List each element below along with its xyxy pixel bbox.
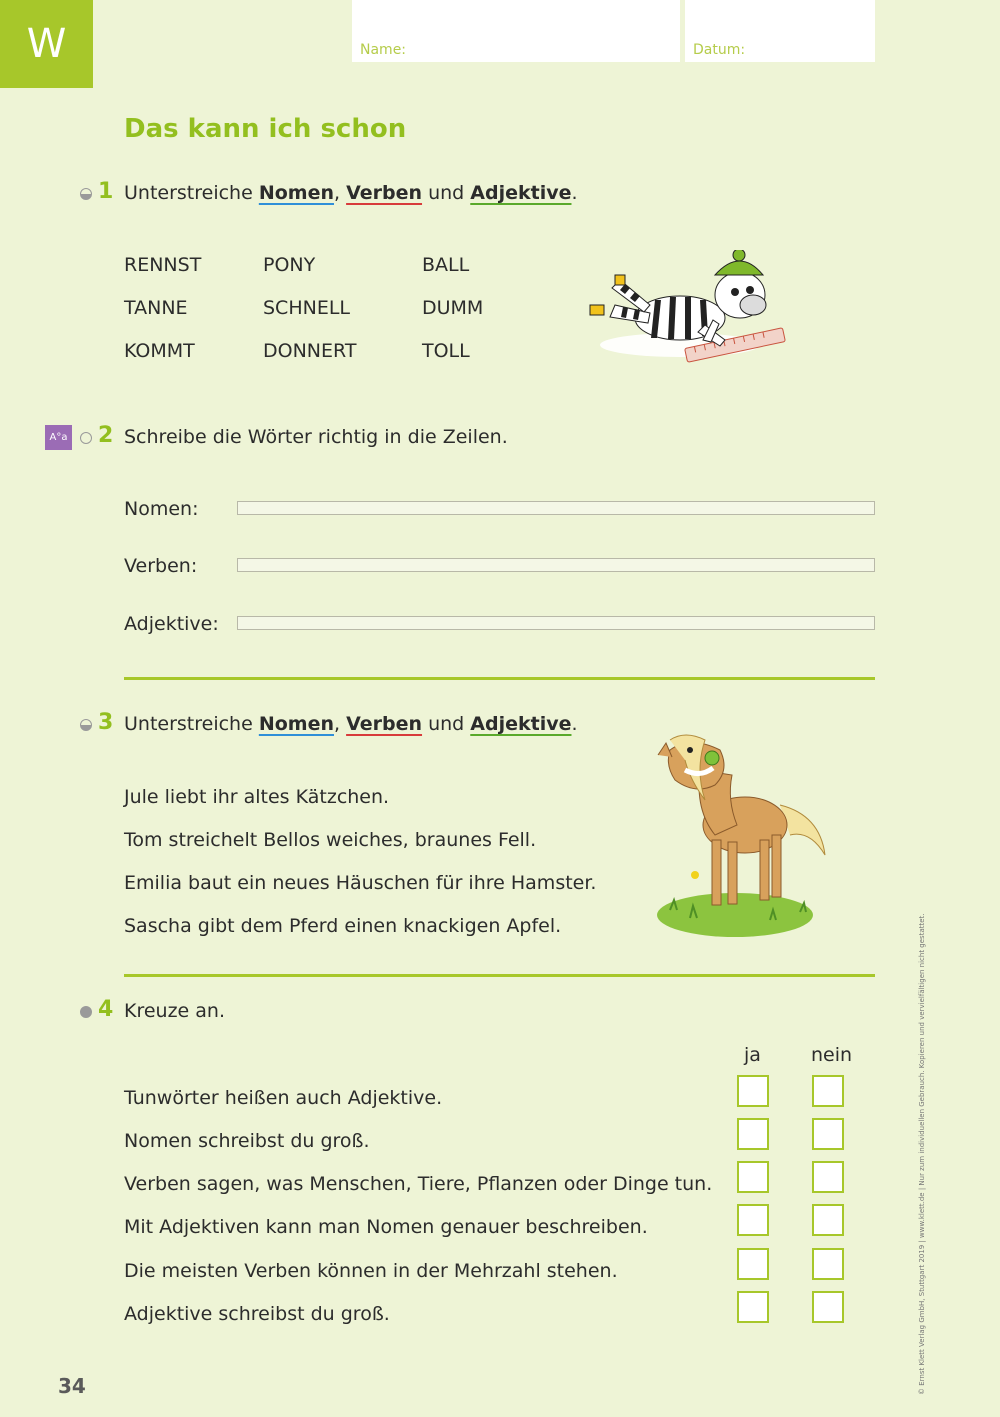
checkbox-ja[interactable] <box>737 1291 769 1323</box>
nomen-label: Nomen: <box>124 498 199 520</box>
word-item[interactable]: RENNST <box>124 254 202 276</box>
statement-item: Adjektive schreibst du groß. <box>124 1303 390 1325</box>
checkbox-ja[interactable] <box>737 1204 769 1236</box>
word-item[interactable]: SCHNELL <box>263 297 351 319</box>
date-label: Datum: <box>693 42 746 58</box>
sentence-item[interactable]: Emilia baut ein neues Häuschen für ihre Hamster. <box>124 872 597 894</box>
word-item[interactable]: TANNE <box>124 297 188 319</box>
checkbox-nein[interactable] <box>812 1248 844 1280</box>
checkbox-nein[interactable] <box>812 1161 844 1193</box>
date-field[interactable] <box>685 0 875 62</box>
copyright-notice: © Ernst Klett Verlag GmbH, Stuttgart 2019 | www.klett.de | Nur zum individuellen Gebrauch. Kopieren und vervielfältigen nicht gestattet. <box>918 913 926 1395</box>
adjektive-write-line[interactable] <box>237 616 875 630</box>
difficulty-half-icon <box>80 188 92 200</box>
checkbox-ja[interactable] <box>737 1248 769 1280</box>
page-title: Das kann ich schon <box>124 114 407 144</box>
word-item[interactable]: DUMM <box>422 297 484 319</box>
checkbox-nein[interactable] <box>812 1291 844 1323</box>
checkbox-ja[interactable] <box>737 1075 769 1107</box>
page-number: 34 <box>58 1374 86 1398</box>
statement-item: Mit Adjektiven kann man Nomen genauer beschreiben. <box>124 1216 648 1238</box>
section-tab: W <box>0 0 93 88</box>
zebra-illustration <box>585 250 790 380</box>
column-header-ja: ja <box>744 1044 761 1066</box>
statement-item: Verben sagen, was Menschen, Tiere, Pflanzen oder Dinge tun. <box>124 1173 713 1195</box>
statement-item: Tunwörter heißen auch Adjektive. <box>124 1087 443 1109</box>
difficulty-empty-icon <box>80 432 92 444</box>
word-item[interactable]: DONNERT <box>263 340 357 362</box>
checkbox-nein[interactable] <box>812 1075 844 1107</box>
divider <box>124 974 875 977</box>
task3-instruction: Unterstreiche Nomen, Verben und Adjektive. <box>124 713 578 735</box>
schreibschrift-badge: A°a <box>45 425 72 450</box>
name-label: Name: <box>360 42 407 58</box>
sentence-item[interactable]: Jule liebt ihr altes Kätzchen. <box>124 786 390 808</box>
pony-illustration <box>650 730 835 945</box>
task2-instruction: Schreibe die Wörter richtig in die Zeilen. <box>124 426 508 448</box>
word-item[interactable]: BALL <box>422 254 470 276</box>
task1-instruction: Unterstreiche Nomen, Verben und Adjektive. <box>124 182 578 204</box>
word-item[interactable]: TOLL <box>422 340 470 362</box>
task1-number: 1 <box>98 179 114 204</box>
difficulty-half-icon <box>80 719 92 731</box>
checkbox-ja[interactable] <box>737 1161 769 1193</box>
nomen-write-line[interactable] <box>237 501 875 515</box>
column-header-nein: nein <box>811 1044 853 1066</box>
sentence-item[interactable]: Tom streichelt Bellos weiches, braunes Fell. <box>124 829 537 851</box>
checkbox-nein[interactable] <box>812 1118 844 1150</box>
task4-instruction: Kreuze an. <box>124 1000 226 1022</box>
word-item[interactable]: PONY <box>263 254 316 276</box>
adjektive-label: Adjektive: <box>124 613 219 635</box>
task4-number: 4 <box>98 997 114 1022</box>
task3-number: 3 <box>98 710 114 735</box>
task2-number: 2 <box>98 423 114 448</box>
verben-write-line[interactable] <box>237 558 875 572</box>
divider <box>124 677 875 680</box>
verben-label: Verben: <box>124 555 198 577</box>
statement-item: Die meisten Verben können in der Mehrzahl stehen. <box>124 1260 618 1282</box>
name-field[interactable] <box>352 0 680 62</box>
checkbox-nein[interactable] <box>812 1204 844 1236</box>
checkbox-ja[interactable] <box>737 1118 769 1150</box>
word-item[interactable]: KOMMT <box>124 340 195 362</box>
difficulty-full-icon <box>80 1006 92 1018</box>
statement-item: Nomen schreibst du groß. <box>124 1130 370 1152</box>
sentence-item[interactable]: Sascha gibt dem Pferd einen knackigen Apfel. <box>124 915 562 937</box>
